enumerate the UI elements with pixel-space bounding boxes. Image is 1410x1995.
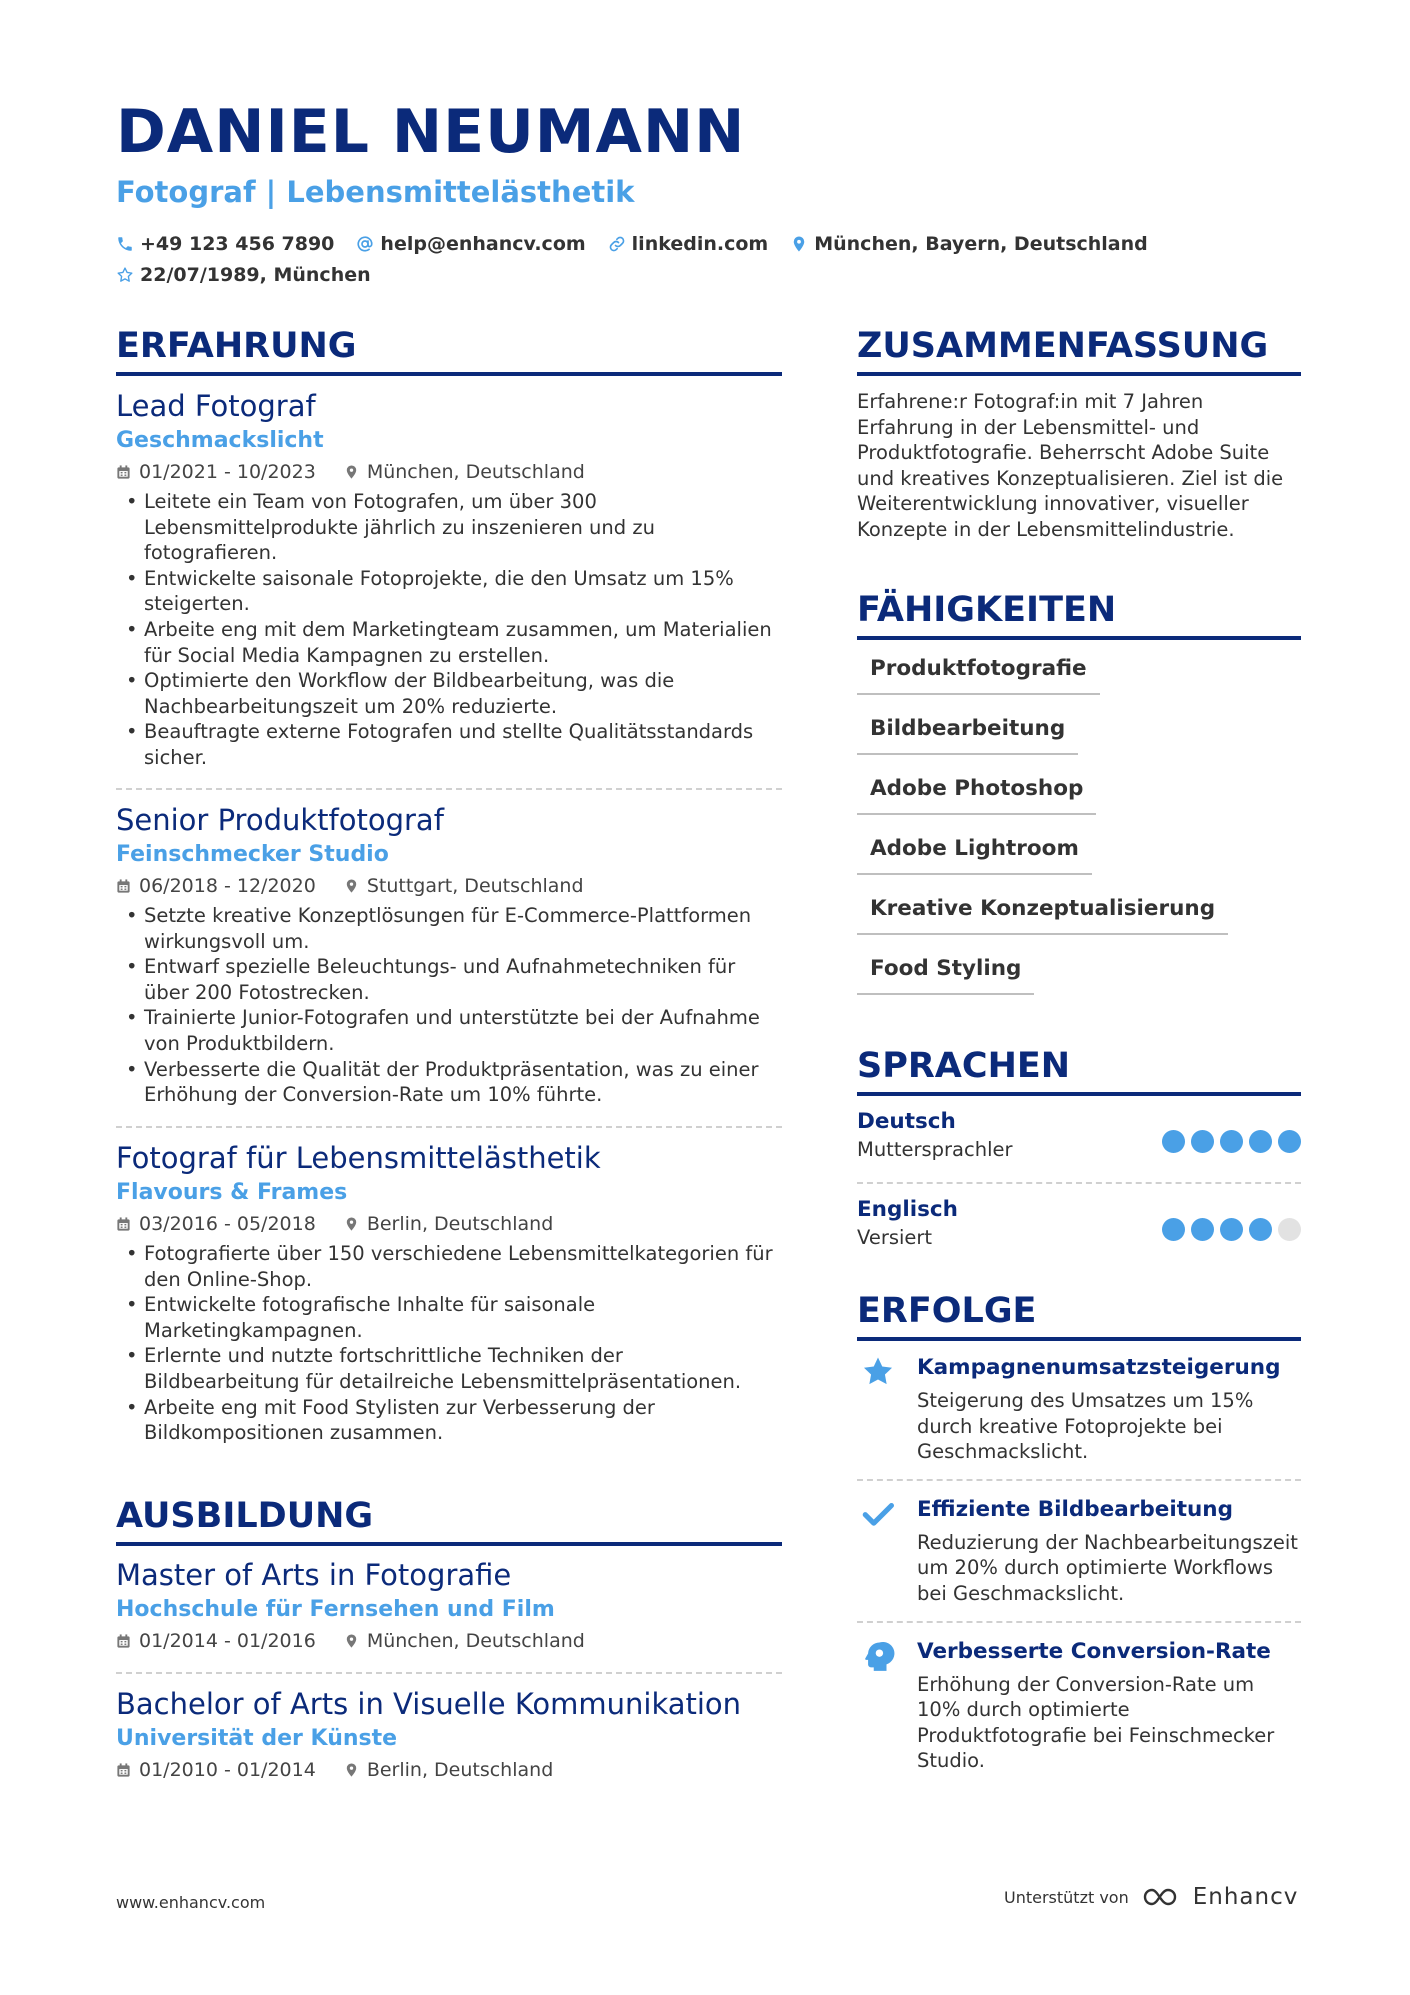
section-title-summary: ZUSAMMENFASSUNG — [857, 324, 1301, 376]
school-location: Berlin, Deutschland — [344, 1756, 553, 1784]
achievement-item — [857, 1353, 1301, 1465]
bullet-item: • Entwickelte fotografische Inhalte für saisonale Marketingkampagnen. — [116, 1292, 782, 1343]
summary-text: Erfahrene:r Fotograf:in mit 7 Jahren Erfahrung in der Lebensmittel- und Produktfotografie. Beherrscht Adobe Suite und kreatives Konzeptualisieren. Ziel ist die Weiterentwicklung innovativer, visueller Konzepte in der Lebensmittelindustrie. — [857, 390, 1284, 541]
enhancv-brand: Enhancv — [1192, 1884, 1299, 1910]
date-range: 01/2014 - 01/2016 — [116, 1627, 316, 1655]
candidate-name: DANIEL NEUMANN — [116, 97, 746, 167]
calendar-icon — [116, 1762, 131, 1778]
divider — [116, 788, 782, 790]
powered-by-text: Unterstützt von — [1004, 1887, 1129, 1907]
divider — [116, 1126, 782, 1128]
link-text[interactable]: linkedin.com — [631, 232, 769, 255]
proficiency-dot-filled — [1220, 1218, 1243, 1241]
skills-list — [857, 653, 1301, 1013]
achievement-desc: Steigerung des Umsatzes um 15% durch kreative Fotoprojekte bei Geschmackslicht. — [917, 1389, 1254, 1464]
skill-tag: Bildbearbeitung — [857, 713, 1078, 755]
proficiency-dots — [1156, 1130, 1301, 1153]
link-icon — [608, 235, 626, 253]
bullet-list — [116, 489, 782, 771]
achievement-item — [857, 1637, 1301, 1774]
language-item — [857, 1196, 1301, 1278]
check-icon — [861, 1497, 895, 1531]
degree-title: Bachelor of Arts in Visuelle Kommunikation — [116, 1687, 742, 1721]
proficiency-dot-filled — [1220, 1130, 1243, 1153]
bullet-list — [116, 1241, 782, 1446]
proficiency-dot-filled — [1191, 1130, 1214, 1153]
contact-info — [116, 228, 1316, 290]
bullet-item: • Beauftragte externe Fotografen und stellte Qualitätsstandards sicher. — [116, 719, 782, 770]
divider — [116, 1672, 782, 1674]
contact-birth — [116, 264, 371, 286]
language-level: Versiert — [857, 1226, 933, 1249]
entry-meta — [116, 1627, 782, 1655]
calendar-icon — [116, 1633, 131, 1649]
experience-entry — [116, 1139, 782, 1446]
location-pin-icon — [790, 235, 808, 253]
contact-email[interactable] — [356, 233, 585, 255]
contact-link[interactable] — [608, 233, 769, 255]
achievement-title: Verbesserte Conversion-Rate — [917, 1638, 1271, 1664]
location-pin-icon — [344, 1762, 359, 1778]
email-text[interactable]: help@enhancv.com — [380, 232, 586, 255]
language-name: Deutsch — [857, 1109, 956, 1134]
at-icon — [356, 235, 374, 253]
location-pin-icon — [344, 1633, 359, 1649]
entry-meta — [116, 1210, 782, 1238]
education-entry — [116, 1556, 782, 1655]
calendar-icon — [116, 464, 131, 480]
achievement-desc: Reduzierung der Nachbearbeitungszeit um 20% durch optimierte Workflows bei Geschmackslicht. — [917, 1530, 1298, 1605]
proficiency-dot-filled — [1162, 1130, 1185, 1153]
skill-tag: Adobe Lightroom — [857, 833, 1092, 875]
achievement-item — [857, 1495, 1301, 1607]
bullet-list — [116, 903, 782, 1108]
school-name: Universität der Künste — [116, 1726, 398, 1751]
proficiency-dots — [1156, 1218, 1301, 1241]
proficiency-dot-empty — [1278, 1218, 1301, 1241]
job-title: Senior Produktfotograf — [116, 803, 444, 837]
date-range: 01/2021 - 10/2023 — [116, 458, 316, 486]
job-location: Stuttgart, Deutschland — [344, 872, 584, 900]
candidate-headline: Fotograf | Lebensmittelästhetik — [116, 175, 635, 209]
birth-text: 22/07/1989, München — [140, 263, 371, 286]
phone-icon — [116, 235, 134, 253]
divider — [857, 1479, 1301, 1481]
bullet-item: • Verbesserte die Qualität der Produktpräsentation, was zu einer Erhöhung der Conversion-Rate um 10% führte. — [116, 1057, 782, 1108]
proficiency-dot-filled — [1191, 1218, 1214, 1241]
section-title-achievements: ERFOLGE — [857, 1289, 1301, 1341]
language-level: Muttersprachler — [857, 1138, 1013, 1161]
location-pin-icon — [344, 878, 359, 894]
skill-tag: Food Styling — [857, 953, 1034, 995]
school-location: München, Deutschland — [344, 1627, 585, 1655]
section-title-languages: SPRACHEN — [857, 1044, 1301, 1096]
phone-text: +49 123 456 7890 — [140, 232, 335, 255]
date-range: 01/2010 - 01/2014 — [116, 1756, 316, 1784]
location-text: München, Bayern, Deutschland — [814, 232, 1148, 255]
languages-list — [857, 1108, 1301, 1278]
bullet-item: • Entwickelte saisonale Fotoprojekte, die den Umsatz um 15% steigerten. — [116, 566, 782, 617]
location-pin-icon — [344, 1216, 359, 1232]
entry-meta — [116, 872, 782, 900]
achievement-desc: Erhöhung der Conversion-Rate um 10% durch optimierte Produktfotografie bei Feinschmecker Studio. — [917, 1672, 1275, 1773]
achievement-title: Effiziente Bildbearbeitung — [917, 1496, 1234, 1522]
bullet-item: • Erlernte und nutzte fortschrittliche Techniken der Bildbearbeitung für detailreiche Lebensmittelpräsentationen. — [116, 1343, 782, 1394]
bullet-item: • Setzte kreative Konzeptlösungen für E-Commerce-Plattformen wirkungsvoll um. — [116, 903, 782, 954]
contact-location — [790, 233, 1148, 255]
skill-tag: Adobe Photoshop — [857, 773, 1096, 815]
bullet-item: • Leitete ein Team von Fotografen, um über 300 Lebensmittelprodukte jährlich zu inszenieren und zu fotografieren. — [116, 489, 782, 566]
enhancv-logo-icon — [1141, 1885, 1185, 1909]
proficiency-dot-filled — [1249, 1218, 1272, 1241]
achievement-title: Kampagnenumsatzsteigerung — [917, 1355, 1281, 1380]
bullet-item: • Optimierte den Workflow der Bildbearbeitung, was die Nachbearbeitungszeit um 20% reduzierte. — [116, 668, 782, 719]
section-title-experience: ERFAHRUNG — [116, 324, 782, 376]
achievements-list — [857, 1353, 1301, 1774]
calendar-icon — [116, 878, 131, 894]
bullet-item: • Arbeite eng mit Food Stylisten zur Verbesserung der Bildkompositionen zusammen. — [116, 1395, 782, 1446]
company-name: Feinschmecker Studio — [116, 842, 389, 867]
language-name: Englisch — [857, 1197, 958, 1222]
experience-entry — [116, 387, 782, 771]
footer-website[interactable]: www.enhancv.com — [116, 1893, 266, 1912]
education-entry — [116, 1685, 782, 1784]
proficiency-dot-filled — [1278, 1130, 1301, 1153]
job-location: Berlin, Deutschland — [344, 1210, 553, 1238]
language-item — [857, 1108, 1301, 1190]
job-location: München, Deutschland — [344, 458, 585, 486]
bullet-item: • Trainierte Junior-Fotografen und unterstützte bei der Aufnahme von Produktbildern. — [116, 1005, 782, 1056]
section-title-skills: FÄHIGKEITEN — [857, 588, 1301, 640]
bullet-item: • Arbeite eng mit dem Marketingteam zusammen, um Materialien für Social Media Kampagnen zu erstellen. — [116, 617, 782, 668]
school-name: Hochschule für Fernsehen und Film — [116, 1597, 555, 1622]
bullet-item: • Fotografierte über 150 verschiedene Lebensmittelkategorien für den Online-Shop. — [116, 1241, 782, 1292]
proficiency-dot-filled — [1249, 1130, 1272, 1153]
entry-meta — [116, 1756, 782, 1784]
calendar-icon — [116, 1216, 131, 1232]
footer-branding — [1004, 1884, 1298, 1910]
divider — [857, 1621, 1301, 1623]
proficiency-dot-filled — [1162, 1218, 1185, 1241]
location-pin-icon — [344, 464, 359, 480]
star-outline-icon — [116, 266, 134, 284]
date-range: 03/2016 - 05/2018 — [116, 1210, 316, 1238]
skill-tag: Kreative Konzeptualisierung — [857, 893, 1228, 935]
contact-phone — [116, 233, 334, 255]
skill-tag: Produktfotografie — [857, 653, 1100, 695]
entry-meta — [116, 458, 782, 486]
job-title: Fotograf für Lebensmittelästhetik — [116, 1141, 601, 1175]
experience-entry — [116, 801, 782, 1108]
job-title: Lead Fotograf — [116, 389, 316, 423]
section-title-education: AUSBILDUNG — [116, 1494, 782, 1546]
company-name: Flavours & Frames — [116, 1180, 348, 1205]
degree-title: Master of Arts in Fotografie — [116, 1558, 512, 1592]
date-range: 06/2018 - 12/2020 — [116, 872, 316, 900]
company-name: Geschmackslicht — [116, 428, 324, 453]
head-icon — [861, 1639, 895, 1673]
bullet-item: • Entwarf spezielle Beleuchtungs- und Aufnahmetechniken für über 200 Fotostrecken. — [116, 954, 782, 1005]
star-icon — [861, 1355, 895, 1389]
